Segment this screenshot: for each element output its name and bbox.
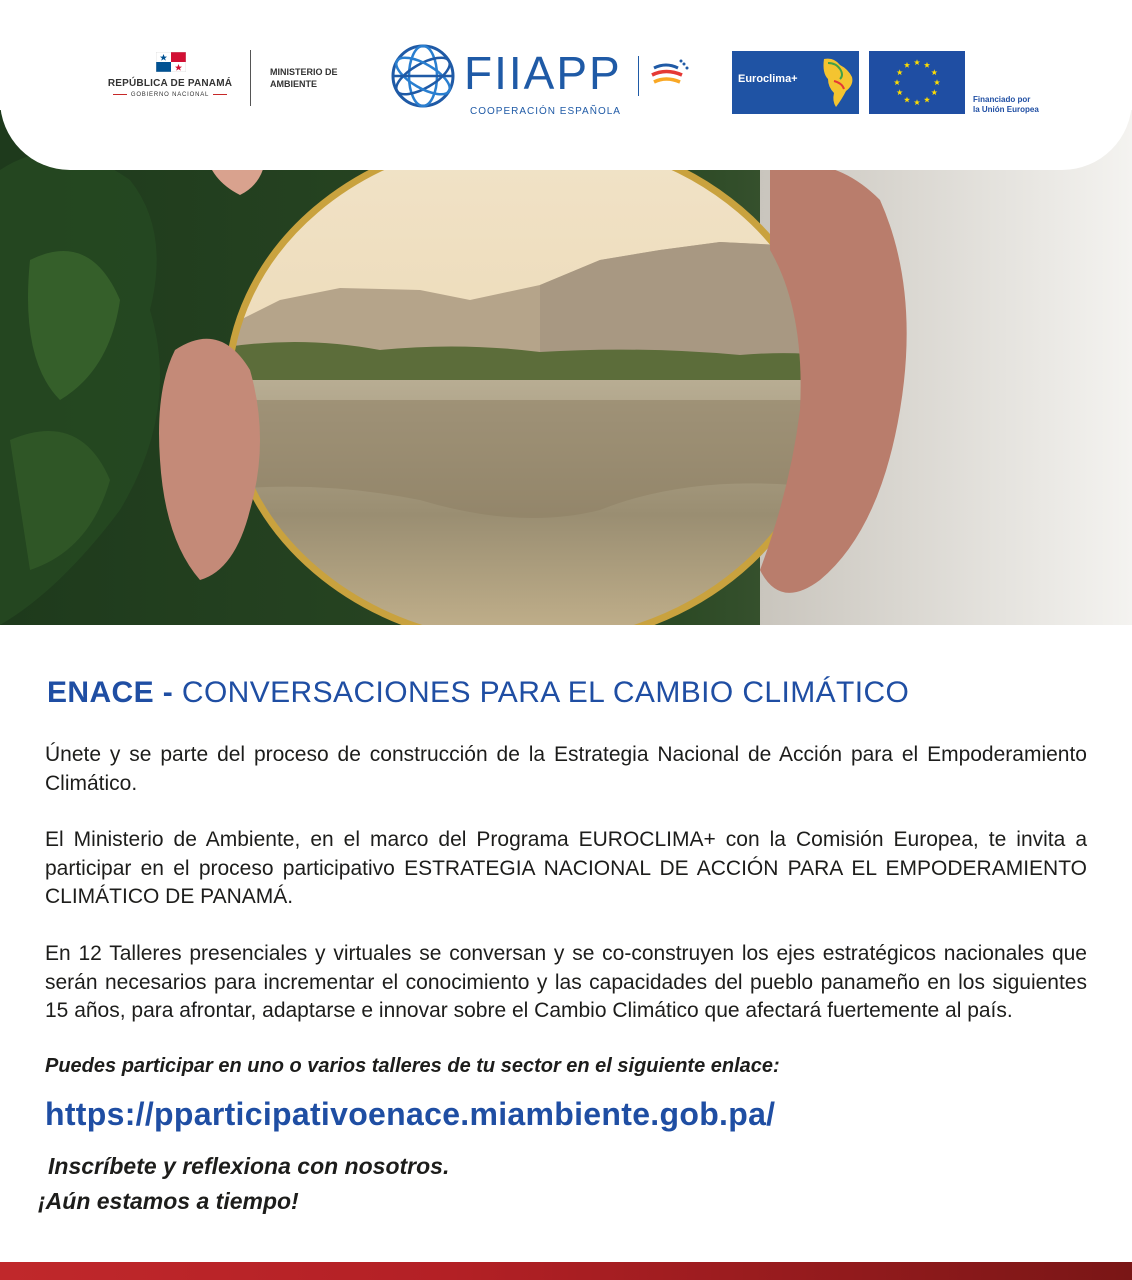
panama-subtitle: GOBIERNO NACIONAL (100, 92, 240, 98)
eu-flag-icon (869, 51, 965, 114)
panama-government-logo (100, 52, 240, 102)
hero-photo-illustration (0, 110, 1132, 625)
ministerio-line2: AMBIENTE (270, 79, 317, 89)
panama-name: REPÚBLICA DE PANAMÁ (107, 78, 233, 89)
fiiapp-subtitle: COOPERACIÓN ESPAÑOLA (470, 106, 621, 117)
intro-paragraph: Únete y se parte del proceso de construcción de la Estrategia Nacional de Acción para el Empoderamiento Climático. (45, 743, 1087, 795)
ministry-paragraph: El Ministerio de Ambiente, en el marco del Programa EUROCLIMA+ con la Comisión Europea, te invita a participar en el proceso participativo ESTRATEGIA NACIONAL DE ACCIÓN PARA EL EMPODERAMIENTO CLIMÁTICO DE PANAMÁ. (45, 828, 1087, 908)
euroclima-logo (732, 51, 859, 114)
latin-america-map-icon (818, 57, 856, 109)
fiiapp-wordmark: FIIAPP (464, 47, 622, 99)
closing-line-2: ¡Aún estamos a tiempo! (38, 1188, 299, 1214)
financiado-text (973, 95, 1083, 115)
ministerio-logo-text (270, 66, 370, 90)
euroclima-text: Euroclima+ (738, 73, 798, 85)
hero-image (0, 110, 1132, 625)
financiado-line2: la Unión Europea (973, 105, 1039, 114)
financiado-line1: Financiado por (973, 95, 1031, 104)
title-acronym: ENACE - (47, 676, 174, 709)
invite-text: Puedes participar en uno o varios talleres de tu sector en el siguiente enlace: (45, 1055, 780, 1077)
registration-link[interactable]: https://pparticipativoenace.miambiente.gob.pa/ (45, 1096, 776, 1132)
title-text: CONVERSACIONES PARA EL CAMBIO CLIMÁTICO (173, 676, 910, 709)
workshops-paragraph: En 12 Talleres presenciales y virtuales se conversan y se co-construyen los ejes estratégicos nacionales que serán necesarios para incrementar el conocimiento y las capacidades del pueblo panameño en los siguientes 15 años, para afrontar, adaptarse e innovar sobre el Cambio Climático que afectará fuertemente al país. (45, 942, 1087, 1022)
fiiapp-globe-icon (390, 43, 456, 109)
header-banner (0, 0, 1132, 170)
footer-bar (0, 1262, 1132, 1280)
page-title (47, 676, 909, 710)
ministerio-line1: MINISTERIO DE (270, 67, 338, 77)
cooperacion-espanola-mark-icon (648, 58, 690, 92)
panama-flag-icon (156, 52, 186, 72)
closing-line-1: Inscríbete y reflexiona con nosotros. (48, 1153, 450, 1179)
header-divider (250, 50, 251, 106)
fiiapp-divider (638, 56, 639, 96)
